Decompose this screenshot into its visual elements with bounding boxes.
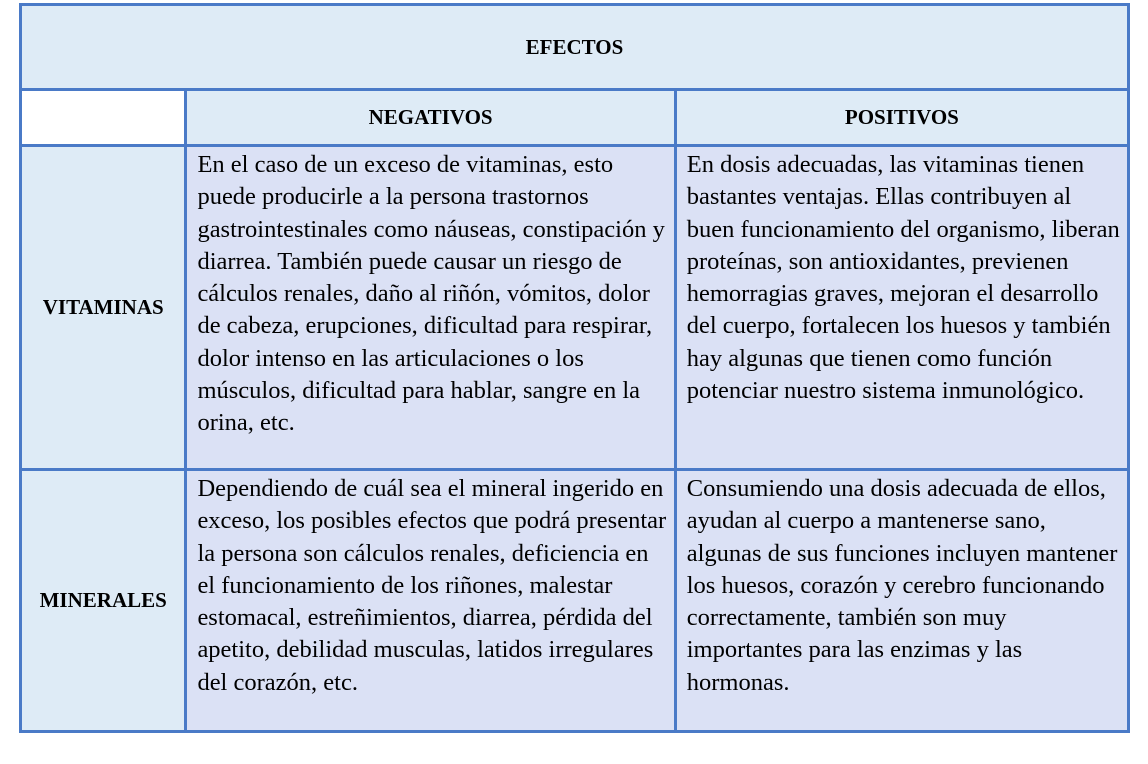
column-header-positivos: POSITIVOS — [675, 90, 1128, 146]
effects-table — [19, 3, 1130, 733]
table-title: EFECTOS — [21, 5, 1129, 90]
title-row — [21, 5, 1129, 90]
row-header-minerales: MINERALES — [21, 470, 186, 732]
row-header-vitaminas: VITAMINAS — [21, 146, 186, 470]
cell-vitaminas-negativos: En el caso de un exceso de vitaminas, esto puede producirle a la persona trastornos gastrointestinales como náuseas, constipación y diarrea. También puede causar un riesgo de cálculos renales, daño al riñón, vómitos, dolor de cabeza, erupciones, dificultad para respirar, dolor intenso en las articulaciones o los músculos, dificultad para hablar, sangre en la orina, etc. — [186, 146, 675, 470]
column-header-row — [21, 90, 1129, 146]
column-header-negativos: NEGATIVOS — [186, 90, 675, 146]
table-row — [21, 470, 1129, 732]
table-row — [21, 146, 1129, 470]
cell-minerales-positivos: Consumiendo una dosis adecuada de ellos, ayudan al cuerpo a mantenerse sano, algunas de sus funciones incluyen mantener los huesos, corazón y cerebro funcionando correctamente, también son muy importantes para las enzimas y las hormonas. — [675, 470, 1128, 732]
cell-minerales-negativos: Dependiendo de cuál sea el mineral ingerido en exceso, los posibles efectos que podrá presentar la persona son cálculos renales, deficiencia en el funcionamiento de los riñones, malestar estomacal, estreñimientos, diarrea, pérdida del apetito, debilidad musculas, latidos irregulares del corazón, etc. — [186, 470, 675, 732]
corner-cell — [21, 90, 186, 146]
cell-vitaminas-positivos: En dosis adecuadas, las vitaminas tienen bastantes ventajas. Ellas contribuyen al buen funcionamiento del organismo, liberan proteínas, son antioxidantes, previenen hemorragias graves, mejoran el desarrollo del cuerpo, fortalecen los huesos y también hay algunas que tienen como función potenciar nuestro sistema inmunológico. — [675, 146, 1128, 470]
